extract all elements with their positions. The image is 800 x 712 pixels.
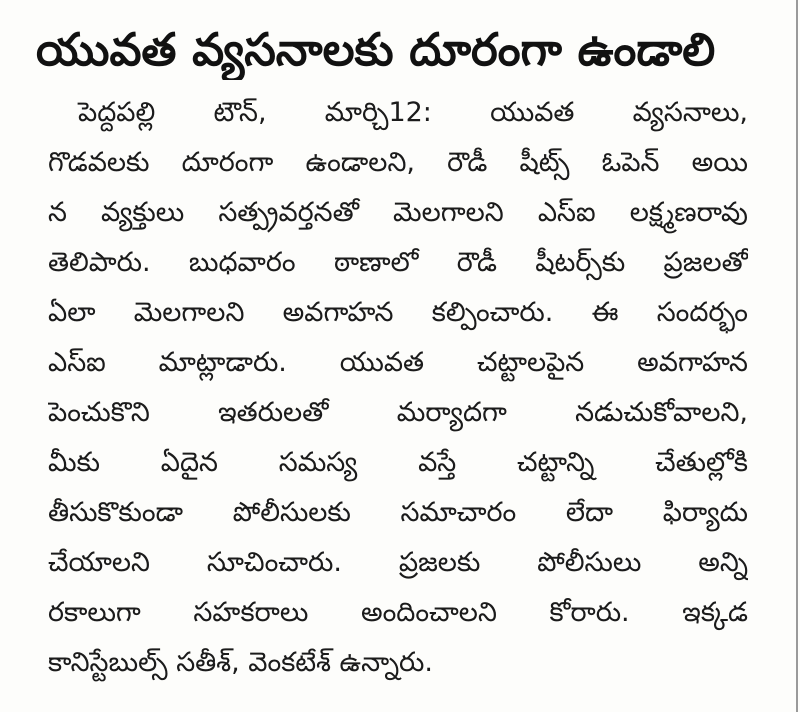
article-line: తీసుకొకుండా పోలీసులకు సమాచారం లేదా ఫిర్యాదు: [48, 497, 748, 528]
article-line: పెంచుకొని ఇతరులతో మర్యాదగా నడుచుకోవాలని,: [48, 397, 748, 428]
article-line: కానిస్టేబుల్స్ సతీశ్, వెంకటేశ్ ఉన్నారు.: [48, 647, 433, 678]
article-line: చేయాలని సూచించారు. ప్రజలకు పోలీసులు అన్ని: [48, 547, 748, 578]
article-line: మీకు ఏదైన సమస్య వస్తే చట్టాన్ని చేతుల్లోకి: [48, 447, 748, 478]
article-line: గొడవలకు దూరంగా ఉండాలని, రౌడీ షీట్స్ ఓపెన్ అయి: [48, 147, 748, 178]
article-line: పెద్దపల్లి టౌన్, మార్చి12: యువత వ్యసనాలు,: [78, 97, 748, 128]
cropped-previous-line: [40, 0, 560, 6]
article-line: ఏలా మెలగాలని అవగాహన కల్పించారు. ఈ సందర్భం: [48, 297, 748, 328]
article-body: [48, 88, 748, 688]
article-line: తెలిపారు. బుధవారం ఠాణాలో రౌడీ షీటర్స్‌కు ప్రజలతో: [48, 247, 748, 278]
column-rule: [796, 0, 798, 712]
article-line: న వ్యక్తులు సత్ప్రవర్తనతో మెలగాలని ఎస్ఐ లక్ష్మణరావు: [48, 197, 748, 228]
article-line: రకాలుగా సహకరాలు అందించాలని కోరారు. ఇక్కడ: [48, 597, 748, 628]
article-headline: యువత వ్యసనాలకు దూరంగా ఉండాలి: [36, 23, 716, 76]
article-line: ఎస్ఐ మాట్లాడారు. యువత చట్టాలపైన అవగాహన: [48, 347, 748, 378]
